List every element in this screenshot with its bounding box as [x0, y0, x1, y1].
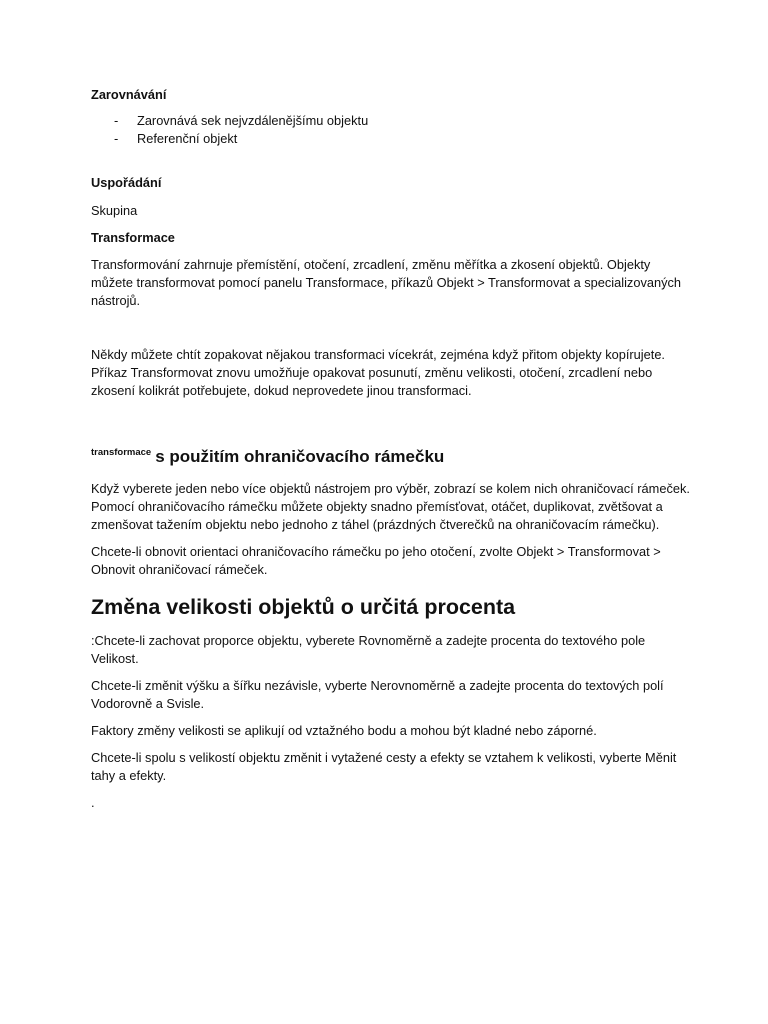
list-item-text: Referenční objekt [137, 131, 238, 146]
list-bullet: - [114, 113, 119, 128]
resize-paragraph-4: Chcete-li spolu s velikostí objektu změnit i vytažené cesty a efekty se vztahem k velikosti, vyberte Měnit tahy a efekty. [91, 750, 677, 783]
list-bullet: - [114, 131, 119, 146]
list-item [91, 112, 691, 130]
resize-paragraph-3: Faktory změny velikosti se aplikují od vztažného bodu a mohou být kladné nebo záporné. [91, 723, 597, 738]
bounding-box-heading-small: transformace [91, 447, 152, 458]
list-item-text: Zarovnává sek nejvzdálenějšímu objektu [137, 113, 369, 128]
trailing-dot: . [91, 795, 95, 810]
bounding-box-paragraph-1: Když vyberete jeden nebo více objektů nástrojem pro výběr, zobrazí se kolem nich ohraničovací rámeček. Pomocí ohraničovacího rámečku můžete objekty snadno přemísťovat, otáčet, duplikovat, zvětšovat a zmenšovat tažením objektu nebo jednoho z táhel (prázdných čtverečků na ohraničovacím rámečku). [91, 481, 690, 532]
resize-heading: Změna velikosti objektů o určitá procenta [91, 595, 516, 619]
resize-paragraph-2: Chcete-li změnit výšku a šířku nezávisle, vyberte Nerovnoměrně a zadejte procenta do textových polí Vodorovně a Svisle. [91, 678, 664, 711]
alignment-list [91, 112, 691, 148]
bounding-box-heading-main: s použitím ohraničovacího rámečku [155, 447, 445, 466]
transform-heading: Transformace [91, 230, 175, 245]
document-content [91, 86, 691, 812]
transform-paragraph-1: Transformování zahrnuje přemístění, otočení, zrcadlení, změnu měřítka a zkosení objektů. Objekty můžete transformovat pomocí panelu Transformace, příkazů Objekt > Transformovat a specializovaných nástrojů. [91, 257, 681, 308]
bounding-box-heading [91, 442, 691, 468]
group-label: Skupina [91, 203, 138, 218]
transform-paragraph-2: Někdy můžete chtít zopakovat nějakou transformaci vícekrát, zejména když přitom objekty kopírujete. Příkaz Transformovat znovu umožňuje opakovat posunutí, změnu velikosti, otočení, zrcadlení nebo zkosení kolikrát potřebujete, dokud neprovedete jinou transformaci. [91, 347, 665, 398]
list-item [91, 130, 691, 148]
bounding-box-paragraph-2: Chcete-li obnovit orientaci ohraničovacího rámečku po jeho otočení, zvolte Objekt > Transformovat > Obnovit ohraničovací rámeček. [91, 544, 661, 577]
arrange-heading: Uspořádání [91, 175, 162, 190]
resize-paragraph-1: :Chcete-li zachovat proporce objektu, vyberete Rovnoměrně a zadejte procenta do textového pole Velikost. [91, 633, 646, 666]
alignment-heading: Zarovnávání [91, 87, 167, 102]
